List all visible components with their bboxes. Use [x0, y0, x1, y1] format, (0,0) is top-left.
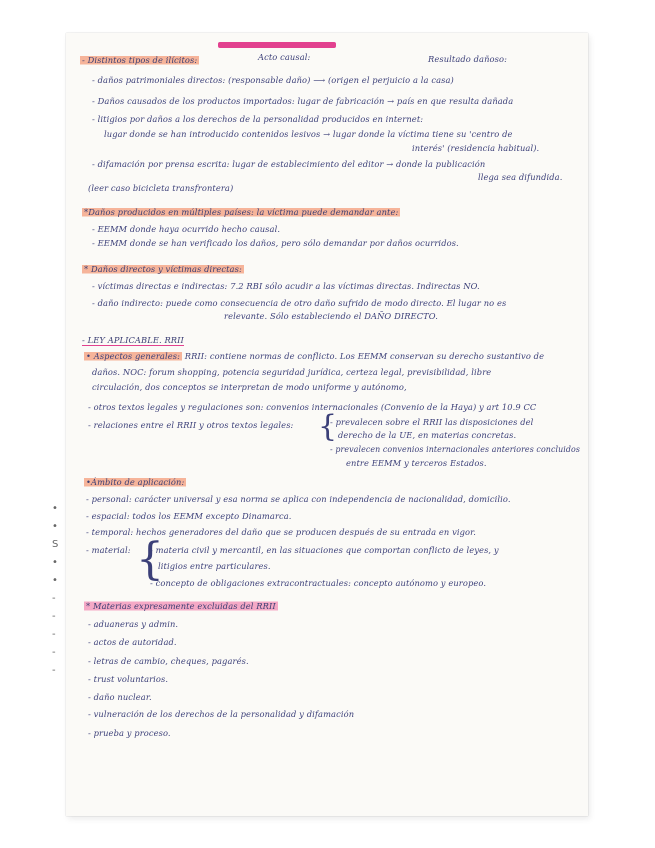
margin-mark: -: [52, 629, 56, 640]
note-line: - prevalecen convenios internacionales anteriores concluidos: [330, 444, 580, 454]
note-line: - prevalecen sobre el RRII las disposiciones del: [330, 417, 534, 427]
note-line: - concepto de obligaciones extracontractuales: concepto autónomo y europeo.: [150, 578, 487, 588]
note-line: relevante. Sólo estableciendo el DAÑO DIRECTO.: [224, 311, 438, 321]
note-line: entre EEMM y terceros Estados.: [346, 458, 487, 468]
note-line: interés' (residencia habitual).: [412, 143, 540, 153]
margin-mark: -: [52, 611, 56, 622]
section-title-tipos-ilicitos: - Distintos tipos de ilícitos:: [82, 55, 198, 65]
margin-mark: -: [52, 593, 56, 604]
note-line: - materia civil y mercantil, en las situaciones que comportan conflicto de leyes, y: [150, 545, 499, 555]
curly-brace-icon: {: [318, 409, 338, 444]
note-line: - material:: [86, 545, 131, 555]
list-item: - daño nuclear.: [88, 692, 152, 702]
margin-mark: •: [52, 575, 58, 586]
note-line: - personal: carácter universal y esa norma se aplica con independencia de nacionalidad, domicilio.: [86, 494, 511, 504]
note-line: - EEMM donde se han verificado los daños, pero sólo demandar por daños ocurridos.: [92, 238, 459, 248]
note-line: - Daños causados de los productos importados: lugar de fabricación → país en que resulta dañada: [92, 96, 514, 106]
note-line: llega sea difundida.: [478, 172, 563, 182]
note-line: - EEMM donde haya ocurrido hecho causal.: [92, 224, 281, 234]
column-label-acto-causal: Acto causal:: [258, 52, 311, 62]
margin-mark: -: [52, 647, 56, 658]
list-item: - aduaneras y admin.: [88, 619, 179, 629]
note-line: - temporal: hechos generadores del daño que se producen después de su entrada en vigor.: [86, 527, 477, 537]
margin-mark: S: [52, 539, 59, 550]
note-line: derecho de la UE, en materias concretas.: [338, 430, 517, 440]
note-line: - otros textos legales y regulaciones son: convenios internacionales (Convenio de la Haya) y art 10.9 CC: [88, 402, 537, 412]
margin-mark: -: [52, 665, 56, 676]
margin-mark: •: [52, 521, 58, 532]
list-item: - letras de cambio, cheques, pagarés.: [88, 656, 249, 666]
note-line: litigios entre particulares.: [158, 561, 271, 571]
list-item: - actos de autoridad.: [88, 637, 177, 647]
note-line: - difamación por prensa escrita: lugar de establecimiento del editor → donde la publicación: [92, 159, 486, 169]
note-line: - relaciones entre el RRII y otros textos legales:: [88, 420, 294, 430]
margin-mark: •: [52, 503, 58, 514]
list-item: - vulneración de los derechos de la personalidad y difamación: [88, 709, 355, 719]
list-item: - trust voluntarios.: [88, 674, 169, 684]
note-line: lugar donde se han introducido contenidos lesivos → lugar donde la víctima tiene su 'centro de: [104, 129, 513, 139]
note-line: - daño indirecto: puede como consecuencia de otro daño sufrido de modo directo. El lugar no es: [92, 298, 507, 308]
note-line: - daños patrimoniales directos: (responsable daño) ⟶ (origen el perjuicio a la casa): [92, 75, 454, 85]
note-line: daños. NOC: forum shopping, potencia seguridad jurídica, certeza legal, previsibilidad, libre: [92, 367, 492, 377]
note-line: circulación, dos conceptos se interpretan de modo uniforme y autónomo,: [92, 382, 407, 392]
note-line: - víctimas directas e indirectas: 7.2 RBI sólo acudir a las víctimas directas. Indirectas NO.: [92, 281, 480, 291]
pink-tab-marker: [218, 42, 336, 48]
column-label-resultado: Resultado dañoso:: [428, 54, 507, 64]
section-title-ambito: •Ámbito de aplicación:: [86, 477, 185, 487]
section-title-ley-aplicable: - LEY APLICABLE. RRII: [82, 335, 184, 345]
section-title-danos-directos: * Daños directos y víctimas directas:: [84, 264, 242, 274]
note-line: - litigios por daños a los derechos de la personalidad producidos en internet:: [92, 114, 424, 124]
margin-mark: •: [52, 557, 58, 568]
curly-brace-icon: {: [136, 534, 164, 585]
note-line: - espacial: todos los EEMM excepto Dinamarca.: [86, 511, 292, 521]
list-item: - prueba y proceso.: [88, 728, 171, 738]
note-line-aspectos: • Aspectos generales: RRII: contiene normas de conflicto. Los EEMM conservan su derecho sustantivo de: [86, 351, 545, 361]
section-title-materias-excluidas: * Materias expresamente excluidas del RRII: [86, 601, 276, 611]
section-title-danos-multiples: *Daños producidos en múltiples países: la víctima puede demandar ante:: [84, 207, 399, 217]
note-line: (leer caso bicicleta transfrontera): [88, 183, 234, 193]
